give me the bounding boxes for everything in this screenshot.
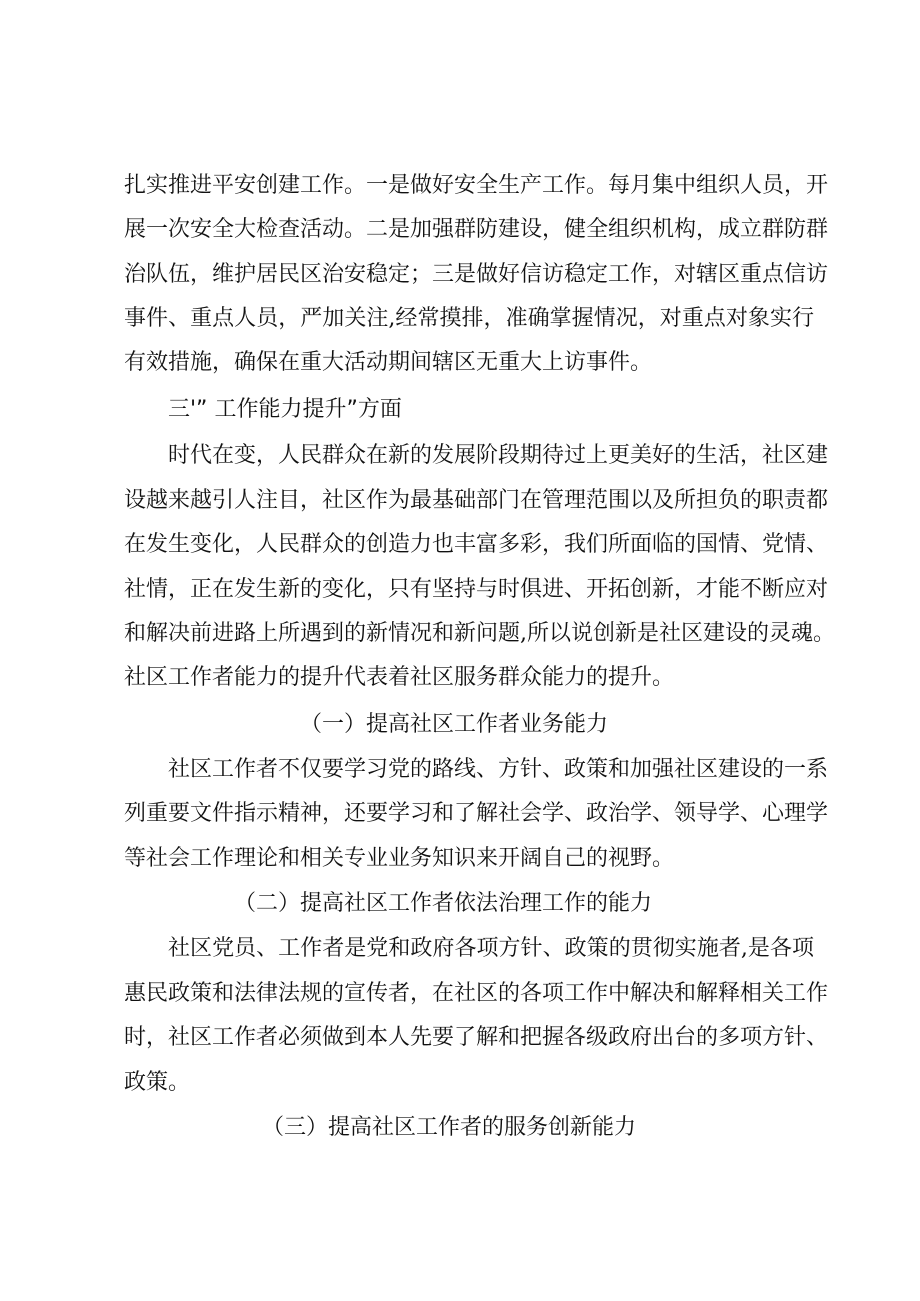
paragraph-2-line-6: 社区工作者能力的提升代表着社区服务群众能力的提升。 [124,665,675,690]
paragraph-3-line-2: 列重要文件指示精神，还要学习和了解社会学、政治学、领导学、心理学 [124,801,829,826]
paragraph-4-line-1: 社区党员、工作者是党和政府各项方针、政策的贯彻实施者,是各项 [168,936,814,961]
paragraph-1-line-4: 事件、重点人员，严加关注,经常摸排，准确掌握情况，对重点对象实行 [124,306,814,331]
paragraph-1-line-2: 展一次安全大检查活动。二是加强群防建设，健全组织机构，成立群防群 [124,217,829,242]
paragraph-2-line-5: 和解决前进路上所遇到的新情况和新问题,所以说创新是社区建设的灵魂。 [124,621,835,646]
subheading-1: （一）提高社区工作者业务能力 [300,712,609,737]
paragraph-4-line-4: 政策。 [124,1070,191,1095]
section-heading-3: 三'” 工作能力提升”方面 [168,397,402,422]
subheading-2: （二）提高社区工作者依法治理工作的能力 [234,891,653,916]
paragraph-1-line-3: 治队伍，维护居民区治安稳定；三是做好信访稳定工作，对辖区重点信访 [124,262,829,287]
paragraph-1-line-1: 扎实推进平安创建工作。一是做好安全生产工作。每月集中组织人员，开 [124,173,829,198]
paragraph-3-line-1: 社区工作者不仅要学习党的路线、方针、政策和加强社区建设的一系 [168,757,829,782]
paragraph-1-line-5: 有效措施，确保在重大活动期间辖区无重大上访事件。 [124,350,653,375]
paragraph-2-line-1: 时代在变，人民群众在新的发展阶段期待过上更美好的生活，社区建 [168,443,829,468]
subheading-3: （三）提高社区工作者的服务创新能力 [262,1115,637,1140]
paragraph-2-line-4: 社情，正在发生新的变化，只有坚持与时俱进、开拓创新，才能不断应对 [124,577,829,602]
paragraph-3-line-3: 等社会工作理论和相关专业业务知识来开阔自己的视野。 [124,846,675,871]
paragraph-2-line-3: 在发生变化，人民群众的创造力也丰富多彩，我们所面临的国情、党情、 [124,532,829,557]
paragraph-2-line-2: 设越来越引人注目，社区作为最基础部门在管理范围以及所担负的职责都 [124,488,829,513]
paragraph-4-line-3: 时，社区工作者必须做到本人先要了解和把握各级政府出台的多项方针、 [124,1025,829,1050]
paragraph-4-line-2: 惠民政策和法律法规的宣传者，在社区的各项工作中解决和解释相关工作 [124,981,829,1006]
